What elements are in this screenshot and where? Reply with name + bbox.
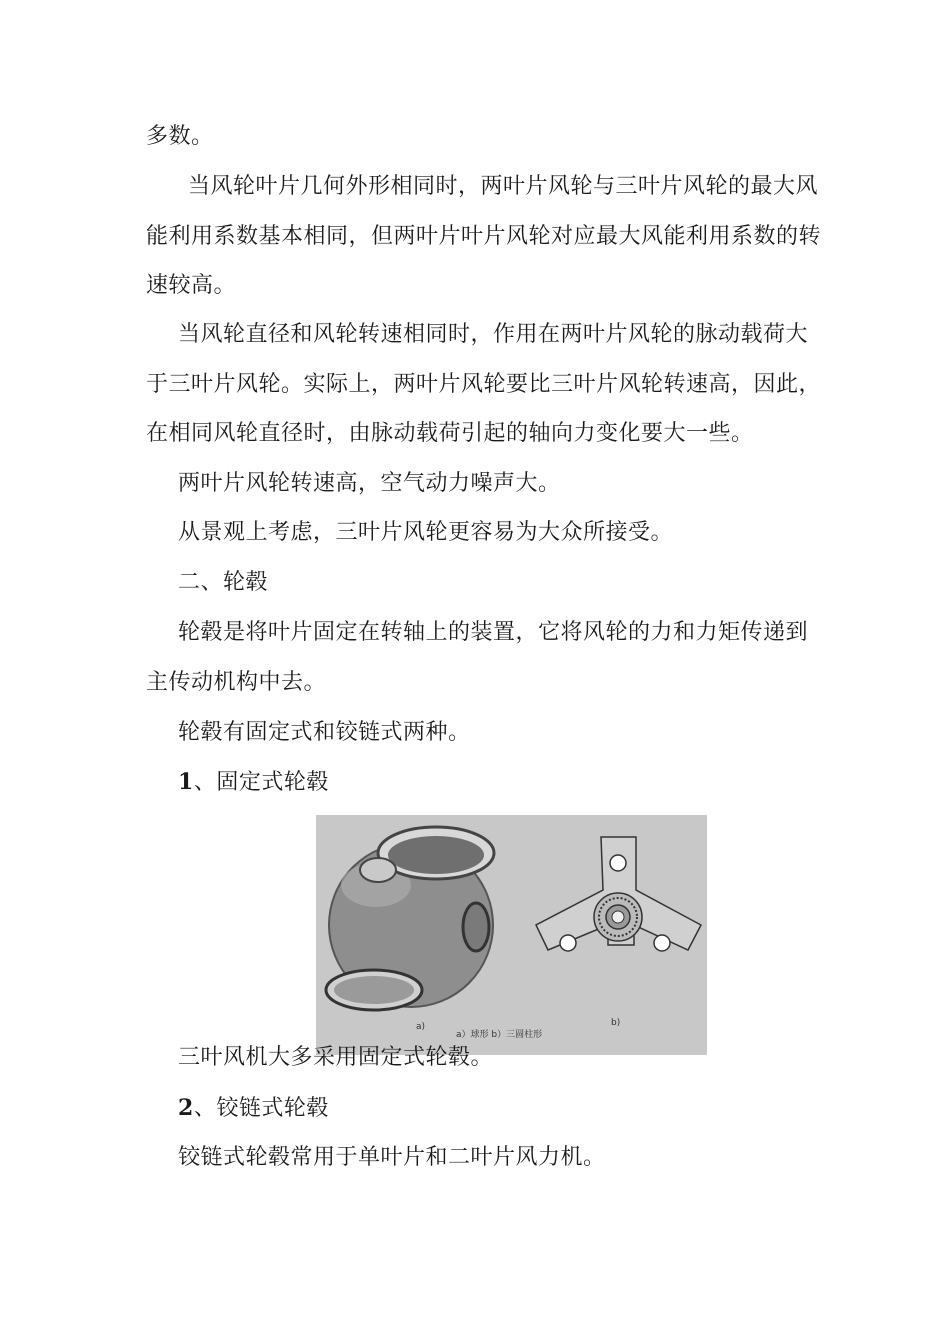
paragraph-line: 速较高。 — [146, 273, 237, 298]
subheading-number: 1 — [178, 769, 194, 795]
figure-label-b: b) — [611, 1018, 621, 1028]
hub-figure — [316, 815, 707, 1055]
subheading-fixed-hub — [178, 767, 329, 798]
paragraph-line: 多数。 — [146, 124, 214, 149]
paragraph-line: 铰链式轮毂常用于单叶片和二叶片风力机。 — [178, 1145, 606, 1170]
paragraph-line: 两叶片风轮转速高，空气动力噪声大。 — [178, 471, 561, 496]
paragraph-line: 从景观上考虑，三叶片风轮更容易为大众所接受。 — [178, 520, 674, 545]
figure-label-a: a) — [416, 1022, 426, 1032]
subheading-number: 2 — [178, 1095, 194, 1121]
paragraph-line: 于三叶片风轮。实际上，两叶片风轮要比三叶片风轮转速高，因此， — [146, 372, 822, 397]
paragraph-line: 轮毂有固定式和铰链式两种。 — [178, 720, 471, 745]
paragraph-line: 主传动机构中去。 — [146, 670, 327, 695]
hub-figure-drawing — [316, 815, 707, 1055]
subheading-hinged-hub — [178, 1093, 329, 1124]
paragraph-line: 当风轮叶片几何外形相同时，两叶片风轮与三叶片风轮的最大风 — [188, 174, 819, 199]
section-heading: 二、轮毂 — [178, 570, 269, 595]
paragraph-line: 轮毂是将叶片固定在转轴上的装置，它将风轮的力和力矩传递到 — [178, 620, 809, 645]
paragraph-line: 能利用系数基本相同，但两叶片叶片风轮对应最大风能利用系数的转 — [146, 224, 822, 249]
figure-caption: a）球形 b）三圆柱形 — [456, 1030, 543, 1040]
paragraph-line: 三叶风机大多采用固定式轮毂。 — [178, 1045, 494, 1070]
subheading-text: 、固定式轮毂 — [193, 770, 329, 795]
paragraph-line: 当风轮直径和风轮转速相同时，作用在两叶片风轮的脉动载荷大 — [178, 322, 809, 347]
paragraph-line: 在相同风轮直径时，由脉动载荷引起的轴向力变化要大一些。 — [146, 421, 754, 446]
subheading-text: 、铰链式轮毂 — [193, 1096, 329, 1121]
